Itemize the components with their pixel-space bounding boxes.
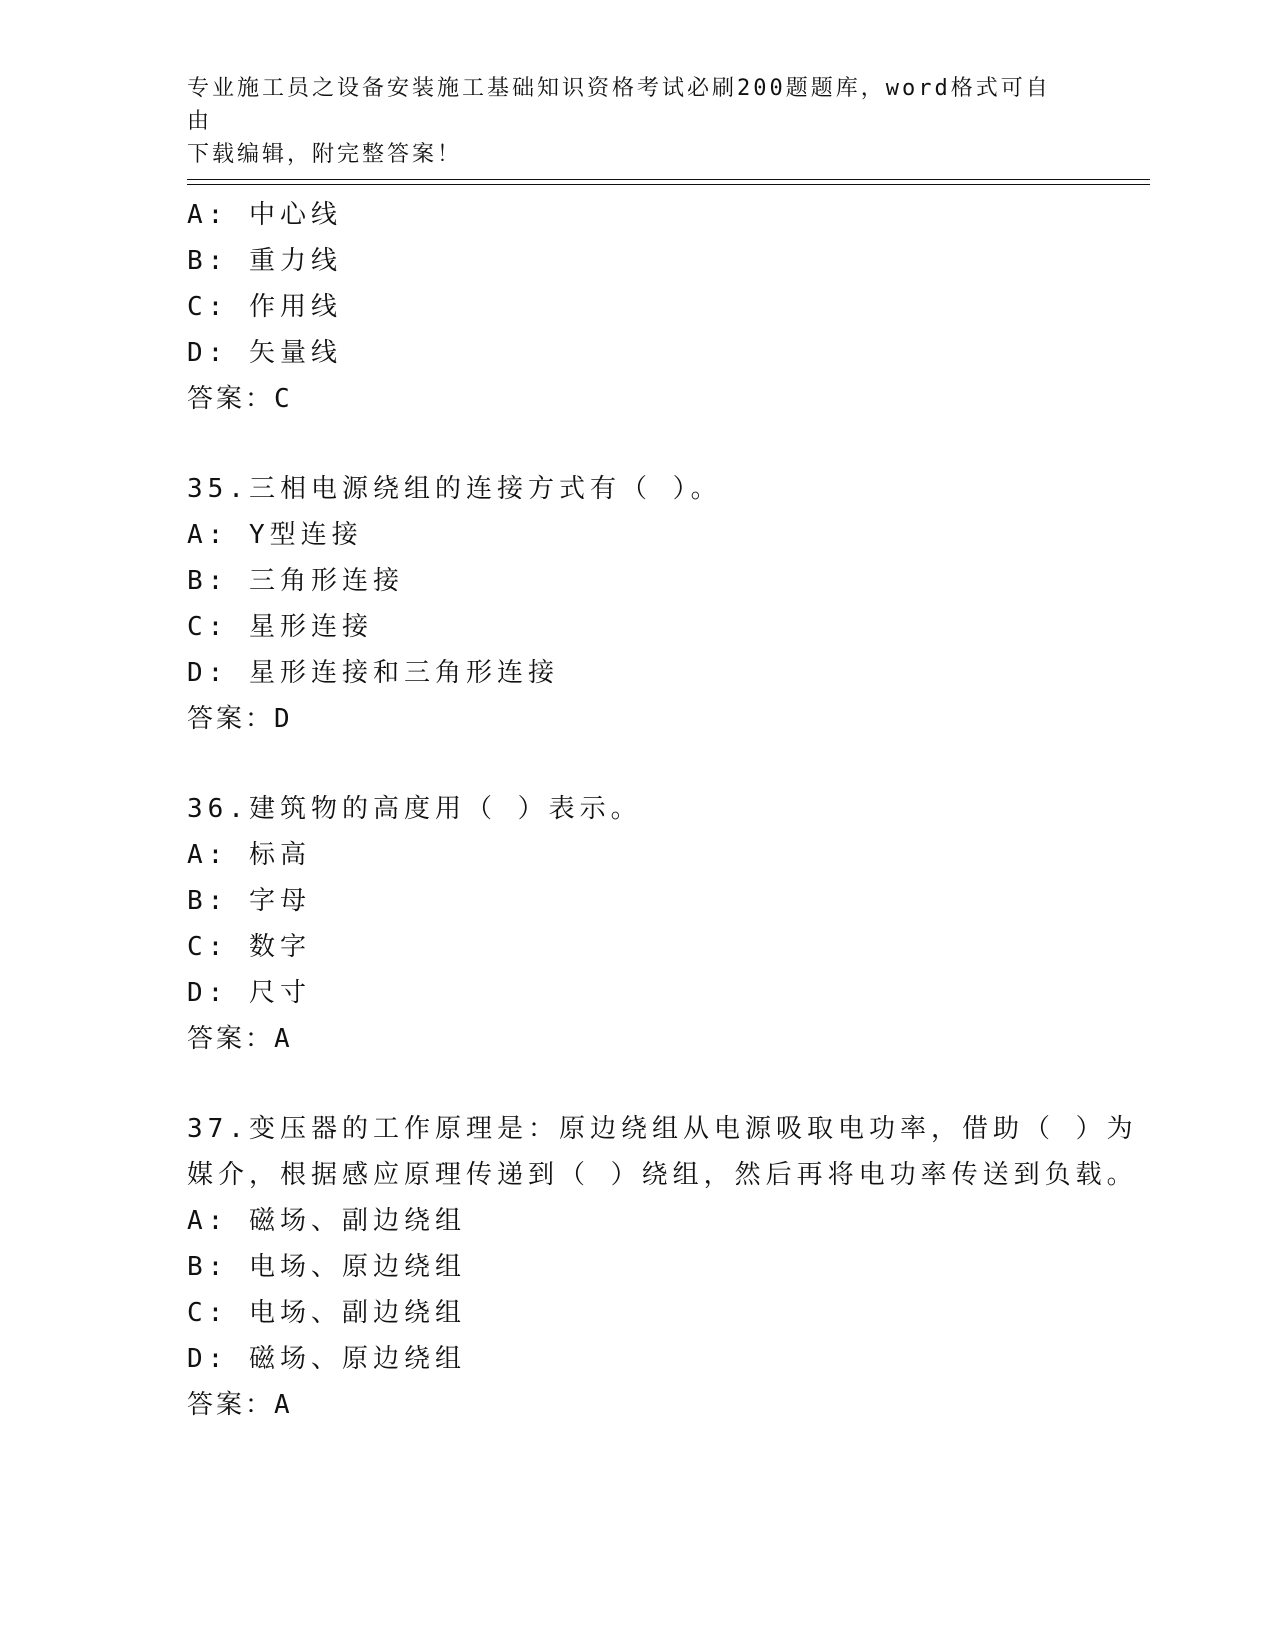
option-a: A: Y型连接	[187, 520, 363, 550]
option-d: D: 矢量线	[187, 338, 342, 368]
answer: 答案：C	[187, 384, 293, 414]
question-text: 35.三相电源绕组的连接方式有（ ）。	[187, 474, 722, 504]
option-d: D: 星形连接和三角形连接	[187, 658, 559, 688]
question-34	[187, 192, 1087, 422]
header-line-2: 下载编辑，附完整答案！	[187, 142, 463, 167]
option-b: B: 电场、原边绕组	[187, 1252, 466, 1282]
option-d: D: 磁场、原边绕组	[187, 1344, 466, 1374]
answer: 答案：A	[187, 1390, 293, 1420]
option-c: C: 数字	[187, 932, 311, 962]
option-a: A: 标高	[187, 840, 311, 870]
option-c: C: 星形连接	[187, 612, 373, 642]
answer: 答案：D	[187, 704, 293, 734]
question-36	[187, 786, 1087, 1062]
option-b: B: 三角形连接	[187, 566, 404, 596]
question-text-line-2: 媒介，根据感应原理传递到（ ）绕组，然后再将电功率传送到负载。	[187, 1160, 1138, 1190]
question-list	[187, 192, 1138, 1428]
question-text-line-1: 37.变压器的工作原理是：原边绕组从电源吸取电功率，借助（ ）为	[187, 1114, 1138, 1144]
answer: 答案：A	[187, 1024, 293, 1054]
option-b: B: 重力线	[187, 246, 342, 276]
question-35	[187, 466, 1087, 742]
header-divider	[187, 179, 1150, 185]
option-c: C: 作用线	[187, 292, 342, 322]
option-a: A: 中心线	[187, 200, 342, 230]
option-a: A: 磁场、副边绕组	[187, 1206, 466, 1236]
option-b: B: 字母	[187, 886, 311, 916]
document-header	[187, 72, 1067, 171]
question-37	[187, 1106, 1138, 1428]
option-d: D: 尺寸	[187, 978, 311, 1008]
header-line-1: 专业施工员之设备安装施工基础知识资格考试必刷200题题库，word格式可自由	[187, 76, 1051, 134]
question-text: 36.建筑物的高度用（ ）表示。	[187, 794, 642, 824]
option-c: C: 电场、副边绕组	[187, 1298, 466, 1328]
